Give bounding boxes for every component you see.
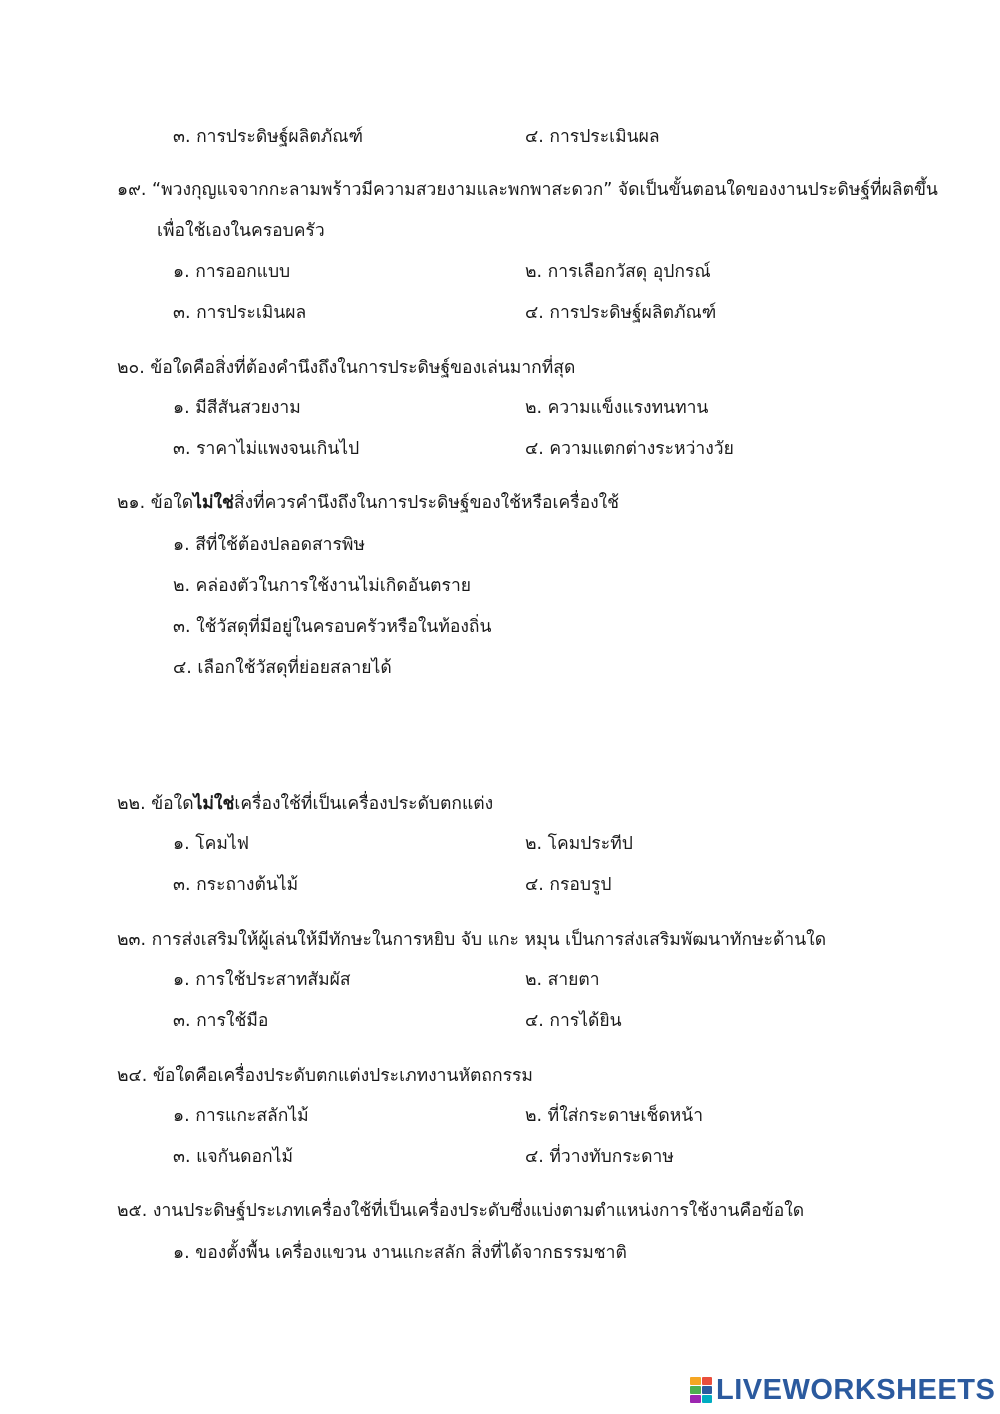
question-21-choice-2: ๒. คล่องตัวในการใช้งานไม่เกิดอันตราย xyxy=(173,576,472,596)
choice-right: ๒. สายตา xyxy=(525,970,600,990)
choice-left: ๑. การใช้ประสาทสัมผัส xyxy=(173,970,351,990)
choice-right: ๔. การประดิษฐ์ผลิตภัณฑ์ xyxy=(525,303,717,323)
question-21-choice-4: ๔. เลือกใช้วัสดุที่ย่อยสลายได้ xyxy=(173,658,392,678)
choice-left: ๑. โคมไฟ xyxy=(173,834,250,854)
choice-left: ๓. การประดิษฐ์ผลิตภัณฑ์ xyxy=(173,127,364,147)
choice-right: ๒. ที่ใส่กระดาษเช็ดหน้า xyxy=(525,1106,704,1126)
question-20: ๒๐. ข้อใดคือสิ่งที่ต้องคำนึงถึงในการประดิษฐ์ของเล่นมากที่สุด xyxy=(117,358,576,378)
choice-right: ๒. ความแข็งแรงทนทาน xyxy=(525,398,709,418)
logo-icon xyxy=(690,1377,712,1403)
emphasis-not: ไม่ใช่ xyxy=(193,794,235,814)
question-19-continued: เพื่อใช้เองในครอบครัว xyxy=(157,221,325,241)
choice-left: ๓. กระถางต้นไม้ xyxy=(173,875,299,895)
choice-left: ๓. ราคาไม่แพงจนเกินไป xyxy=(173,439,360,459)
choice-right: ๔. ที่วางทับกระดาษ xyxy=(525,1147,674,1167)
logo-tile xyxy=(702,1395,713,1403)
logo-tile xyxy=(690,1377,701,1385)
emphasis-not: ไม่ใช่ xyxy=(193,493,234,513)
question-22: ๒๒. ข้อใดไม่ใช่เครื่องใช้ที่เป็นเครื่องประดับตกแต่ง xyxy=(117,794,494,814)
choice-right: ๔. กรอบรูป xyxy=(525,875,612,895)
choice-left: ๑. มีสีสันสวยงาม xyxy=(173,398,301,418)
choice-left: ๓. การใช้มือ xyxy=(173,1011,269,1031)
question-25-choice-1: ๑. ของตั้งพื้น เครื่องแขวน งานแกะสลัก สิ่งที่ได้จากธรรมชาติ xyxy=(173,1243,627,1263)
liveworksheets-logo xyxy=(690,1374,995,1406)
question-19: ๑๙. “พวงกุญแจจากกะลามพร้าวมีความสวยงามและพกพาสะดวก” จัดเป็นขั้นตอนใดของงานประดิษฐ์ที่ผลิตขึ้น xyxy=(117,180,938,200)
question-25: ๒๕. งานประดิษฐ์ประเภทเครื่องใช้ที่เป็นเครื่องประดับซึ่งแบ่งตามตำแหน่งการใช้งานคือข้อใด xyxy=(117,1201,805,1221)
choice-right: ๔. ความแตกต่างระหว่างวัย xyxy=(525,439,734,459)
choice-left: ๓. แจกันดอกไม้ xyxy=(173,1147,293,1167)
choice-left: ๑. การออกแบบ xyxy=(173,262,291,282)
logo-tile xyxy=(702,1377,713,1385)
question-21-choice-1: ๑. สีที่ใช้ต้องปลอดสารพิษ xyxy=(173,535,365,555)
logo-tile xyxy=(702,1386,713,1394)
question-24: ๒๔. ข้อใดคือเครื่องประดับตกแต่งประเภทงานหัตถกรรม xyxy=(117,1066,533,1086)
question-21: ๒๑. ข้อใดไม่ใช่สิ่งที่ควรคำนึงถึงในการประดิษฐ์ของใช้หรือเครื่องใช้ xyxy=(117,493,620,513)
logo-tile xyxy=(690,1395,701,1403)
choice-right: ๒. โคมประทีป xyxy=(525,834,633,854)
choice-right: ๒. การเลือกวัสดุ อุปกรณ์ xyxy=(525,262,711,282)
logo-tile xyxy=(690,1386,701,1394)
logo-text: LIVEWORKSHEETS xyxy=(716,1373,996,1406)
question-23: ๒๓. การส่งเสริมให้ผู้เล่นให้มีทักษะในการหยิบ จับ แกะ หมุน เป็นการส่งเสริมพัฒนาทักษะด้านใด xyxy=(117,930,827,950)
choice-left: ๑. การแกะสลักไม้ xyxy=(173,1106,309,1126)
choice-right: ๔. การได้ยิน xyxy=(525,1011,622,1031)
choice-left: ๓. การประเมินผล xyxy=(173,303,307,323)
question-21-choice-3: ๓. ใช้วัสดุที่มีอยู่ในครอบครัวหรือในท้องถิ่น xyxy=(173,617,492,637)
choice-right: ๔. การประเมินผล xyxy=(525,127,660,147)
